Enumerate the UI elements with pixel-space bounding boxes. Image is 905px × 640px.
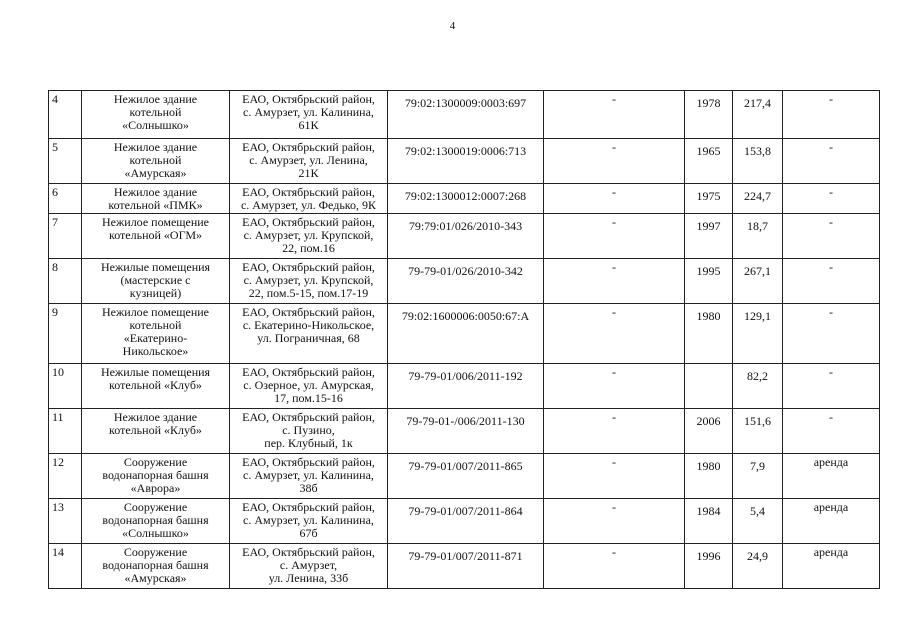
rights-value: - <box>612 185 616 199</box>
table-row <box>49 304 880 364</box>
address-cell <box>230 139 388 184</box>
cadastral-number-cell <box>388 364 544 409</box>
object-name-line: Нежилое здание <box>113 185 198 199</box>
address-cell <box>230 259 388 304</box>
table-row <box>49 184 880 214</box>
rights-value: - <box>612 215 616 229</box>
rights-value: - <box>612 455 616 469</box>
year-value: 1995 <box>696 264 721 278</box>
object-name-cell <box>82 364 230 409</box>
cadastral-number-cell <box>388 91 544 139</box>
address-line: ЕАО, Октябрьский район, <box>242 365 375 379</box>
row-number-cell <box>49 91 82 139</box>
cadastral-number: 79:79:01/026/2010-343 <box>408 219 523 233</box>
year-value: 1980 <box>696 459 721 473</box>
year-cell <box>685 409 733 454</box>
address-line: ЕАО, Октябрьский район, <box>242 545 375 559</box>
address-line: ЕАО, Октябрьский район, <box>242 185 375 199</box>
rights-value: - <box>612 500 616 514</box>
address-line: 38б <box>299 481 318 495</box>
object-name-line: Сооружение <box>123 500 188 514</box>
area-value: 224,7 <box>744 189 771 203</box>
year-value: 1965 <box>696 144 721 158</box>
row-number: 5 <box>52 140 58 154</box>
object-name-line: «Амурская» <box>124 571 187 585</box>
address-line: 22, пом.5-15, пом.17-19 <box>248 286 369 300</box>
cadastral-number: 79:02:1300019:0006:713 <box>404 144 527 158</box>
object-name-line: Нежилое помещение <box>101 305 209 319</box>
row-number: 8 <box>52 260 58 274</box>
rights-value: - <box>612 545 616 559</box>
address-line: с. Амурзет, ул. Ленина, <box>249 153 368 167</box>
object-name-line: Никольское» <box>122 344 189 358</box>
object-name-line: Сооружение <box>123 455 188 469</box>
object-name-line: котельной <box>129 318 182 332</box>
area-value: 7,9 <box>750 459 765 473</box>
property-registry-table <box>48 90 880 589</box>
object-name-line: «Амурская» <box>124 166 187 180</box>
encumbrance-cell <box>783 304 880 364</box>
year-cell <box>685 259 733 304</box>
object-name-line: (мастерские с <box>120 273 191 287</box>
address-cell <box>230 91 388 139</box>
row-number-cell <box>49 499 82 544</box>
row-number-cell <box>49 214 82 259</box>
object-name-line: кузницей) <box>129 286 182 300</box>
rights-cell <box>544 259 685 304</box>
cadastral-number: 79:02:1300012:0007:268 <box>404 189 527 203</box>
cadastral-number: 79:02:1600006:0050:67:А <box>401 309 530 323</box>
table-row <box>49 454 880 499</box>
rights-cell <box>544 139 685 184</box>
table-row <box>49 214 880 259</box>
encumbrance-value: - <box>829 92 833 106</box>
rights-cell <box>544 544 685 589</box>
cadastral-number: 79-79-01/007/2011-865 <box>408 459 523 473</box>
encumbrance-cell <box>783 409 880 454</box>
object-name-cell <box>82 409 230 454</box>
object-name-line: водонапорная башня <box>102 558 209 572</box>
object-name-line: котельной «ПМК» <box>108 198 203 212</box>
encumbrance-cell <box>783 544 880 589</box>
table-row <box>49 544 880 589</box>
address-line: с. Амурзет, ул. Федько, 9К <box>240 198 377 212</box>
address-line: с. Амурзет, ул. Калинина, <box>243 513 374 527</box>
object-name-line: Нежилое здание <box>113 92 198 106</box>
area-cell <box>733 544 783 589</box>
address-cell <box>230 364 388 409</box>
row-number: 10 <box>52 365 64 379</box>
encumbrance-value: аренда <box>813 545 849 559</box>
area-value: 18,7 <box>747 219 768 233</box>
object-name-line: «Аврора» <box>130 481 181 495</box>
address-line: ЕАО, Октябрьский район, <box>242 140 375 154</box>
address-line: 17, пом.15-16 <box>274 391 343 405</box>
row-number: 9 <box>52 305 58 319</box>
area-value: 5,4 <box>750 504 765 518</box>
area-cell <box>733 91 783 139</box>
address-line: 67б <box>299 526 318 540</box>
area-value: 267,1 <box>744 264 771 278</box>
row-number: 12 <box>52 455 64 469</box>
object-name-cell <box>82 214 230 259</box>
year-cell <box>685 184 733 214</box>
area-cell <box>733 409 783 454</box>
object-name-line: водонапорная башня <box>102 513 209 527</box>
encumbrance-cell <box>783 364 880 409</box>
area-cell <box>733 454 783 499</box>
area-value: 24,9 <box>747 549 768 563</box>
encumbrance-cell <box>783 499 880 544</box>
object-name-line: котельной «Клуб» <box>109 423 202 437</box>
object-name-line: «Солнышко» <box>122 118 189 132</box>
cadastral-number-cell <box>388 454 544 499</box>
object-name-line: Нежилые помещения <box>100 365 211 379</box>
encumbrance-value: аренда <box>813 455 849 469</box>
encumbrance-value: - <box>829 305 833 319</box>
object-name-line: Сооружение <box>123 545 188 559</box>
address-cell <box>230 499 388 544</box>
encumbrance-cell <box>783 184 880 214</box>
object-name-line: «Екатерино- <box>123 331 188 345</box>
cadastral-number: 79-79-01/006/2011-192 <box>408 369 523 383</box>
year-cell <box>685 214 733 259</box>
object-name-cell <box>82 544 230 589</box>
address-line: с. Пузино, <box>282 423 335 437</box>
encumbrance-value: - <box>829 140 833 154</box>
row-number-cell <box>49 544 82 589</box>
cadastral-number: 79-79-01/007/2011-871 <box>408 549 523 563</box>
encumbrance-cell <box>783 259 880 304</box>
table-row <box>49 259 880 304</box>
object-name-cell <box>82 91 230 139</box>
area-cell <box>733 304 783 364</box>
year-value: 1980 <box>696 309 721 323</box>
page-number: 4 <box>449 20 456 32</box>
year-cell <box>685 499 733 544</box>
table-row <box>49 409 880 454</box>
object-name-cell <box>82 259 230 304</box>
row-number: 7 <box>52 215 58 229</box>
cadastral-number: 79-79-01/007/2011-864 <box>408 504 523 518</box>
cadastral-number-cell <box>388 259 544 304</box>
address-line: 61К <box>298 118 319 132</box>
cadastral-number-cell <box>388 214 544 259</box>
row-number-cell <box>49 184 82 214</box>
year-value: 1996 <box>696 549 721 563</box>
area-cell <box>733 499 783 544</box>
row-number-cell <box>49 259 82 304</box>
rights-cell <box>544 91 685 139</box>
area-cell <box>733 184 783 214</box>
encumbrance-value: - <box>829 365 833 379</box>
cadastral-number-cell <box>388 304 544 364</box>
encumbrance-cell <box>783 91 880 139</box>
encumbrance-cell <box>783 214 880 259</box>
object-name-cell <box>82 454 230 499</box>
row-number-cell <box>49 454 82 499</box>
object-name-line: «Солнышко» <box>122 526 189 540</box>
address-line: ЕАО, Октябрьский район, <box>242 215 375 229</box>
object-name-line: Нежилые помещения <box>100 260 211 274</box>
address-line: ЕАО, Октябрьский район, <box>242 260 375 274</box>
address-cell <box>230 409 388 454</box>
table-body <box>49 91 880 589</box>
encumbrance-cell <box>783 139 880 184</box>
cadastral-number-cell <box>388 499 544 544</box>
rights-value: - <box>612 92 616 106</box>
object-name-line: Нежилое помещение <box>101 215 209 229</box>
address-line: ЕАО, Октябрьский район, <box>242 92 375 106</box>
address-line: 22, пом.16 <box>282 241 335 255</box>
object-name-line: Нежилое здание <box>113 410 198 424</box>
address-line: с. Амурзет, ул. Калинина, <box>243 105 374 119</box>
cadastral-number: 79:02:1300009:0003:697 <box>404 96 527 110</box>
area-cell <box>733 364 783 409</box>
year-cell <box>685 544 733 589</box>
year-cell <box>685 454 733 499</box>
year-value: 2006 <box>696 414 721 428</box>
table-row <box>49 499 880 544</box>
rights-value: - <box>612 140 616 154</box>
year-cell <box>685 139 733 184</box>
cadastral-number-cell <box>388 409 544 454</box>
area-cell <box>733 214 783 259</box>
address-line: ЕАО, Октябрьский район, <box>242 305 375 319</box>
address-line: ул. Ленина, 33б <box>268 571 349 585</box>
row-number: 14 <box>52 545 64 559</box>
year-value: 1997 <box>696 219 721 233</box>
object-name-line: водонапорная башня <box>102 468 209 482</box>
rights-cell <box>544 214 685 259</box>
encumbrance-value: аренда <box>813 500 849 514</box>
rights-value: - <box>612 365 616 379</box>
year-value: 1978 <box>696 96 721 110</box>
table-row <box>49 364 880 409</box>
cadastral-number-cell <box>388 184 544 214</box>
row-number: 11 <box>52 410 64 424</box>
address-cell <box>230 184 388 214</box>
object-name-line: котельной «ОГМ» <box>108 228 203 242</box>
table-row <box>49 139 880 184</box>
encumbrance-value: - <box>829 185 833 199</box>
rights-cell <box>544 364 685 409</box>
rights-cell <box>544 454 685 499</box>
address-line: с. Амурзет, ул. Крупской, <box>243 228 374 242</box>
row-number-cell <box>49 364 82 409</box>
area-value: 153,8 <box>744 144 771 158</box>
year-value: 1975 <box>696 189 721 203</box>
address-cell <box>230 214 388 259</box>
address-cell <box>230 544 388 589</box>
cadastral-number-cell <box>388 139 544 184</box>
rights-value: - <box>612 410 616 424</box>
address-line: с. Амурзет, ул. Калинина, <box>243 468 374 482</box>
rights-cell <box>544 499 685 544</box>
area-cell <box>733 259 783 304</box>
rights-cell <box>544 409 685 454</box>
object-name-cell <box>82 184 230 214</box>
encumbrance-value: - <box>829 260 833 274</box>
rights-cell <box>544 304 685 364</box>
area-value: 151,6 <box>744 414 771 428</box>
cadastral-number: 79-79-01/026/2010-342 <box>408 264 523 278</box>
rights-value: - <box>612 305 616 319</box>
cadastral-number-cell <box>388 544 544 589</box>
year-value: 1984 <box>696 504 721 518</box>
encumbrance-cell <box>783 454 880 499</box>
area-value: 82,2 <box>747 369 768 383</box>
rights-cell <box>544 184 685 214</box>
address-line: с. Амурзет, <box>279 558 338 572</box>
rights-value: - <box>612 260 616 274</box>
address-cell <box>230 304 388 364</box>
address-line: с. Озерное, ул. Амурская, <box>243 378 374 392</box>
address-line: 21К <box>298 166 319 180</box>
address-line: ЕАО, Октябрьский район, <box>242 500 375 514</box>
object-name-cell <box>82 304 230 364</box>
address-line: с. Амурзет, ул. Крупской, <box>243 273 374 287</box>
address-line: с. Екатерино-Никольское, <box>242 318 375 332</box>
table-row <box>49 91 880 139</box>
row-number: 6 <box>52 185 58 199</box>
year-cell <box>685 91 733 139</box>
object-name-line: Нежилое здание <box>113 140 198 154</box>
object-name-cell <box>82 499 230 544</box>
area-value: 129,1 <box>744 309 771 323</box>
object-name-cell <box>82 139 230 184</box>
row-number-cell <box>49 139 82 184</box>
year-cell <box>685 364 733 409</box>
encumbrance-value: - <box>829 215 833 229</box>
cadastral-number: 79-79-01-/006/2011-130 <box>406 414 525 428</box>
address-line: ул. Пограничная, 68 <box>257 331 360 345</box>
row-number-cell <box>49 304 82 364</box>
row-number: 4 <box>52 92 58 106</box>
area-cell <box>733 139 783 184</box>
row-number-cell <box>49 409 82 454</box>
year-cell <box>685 304 733 364</box>
address-line: пер. Клубный, 1к <box>264 436 353 450</box>
address-cell <box>230 454 388 499</box>
object-name-line: котельной «Клуб» <box>109 378 202 392</box>
address-line: ЕАО, Октябрьский район, <box>242 410 375 424</box>
object-name-line: котельной <box>129 105 182 119</box>
row-number: 13 <box>52 500 64 514</box>
area-value: 217,4 <box>744 96 771 110</box>
encumbrance-value: - <box>829 410 833 424</box>
object-name-line: котельной <box>129 153 182 167</box>
address-line: ЕАО, Октябрьский район, <box>242 455 375 469</box>
